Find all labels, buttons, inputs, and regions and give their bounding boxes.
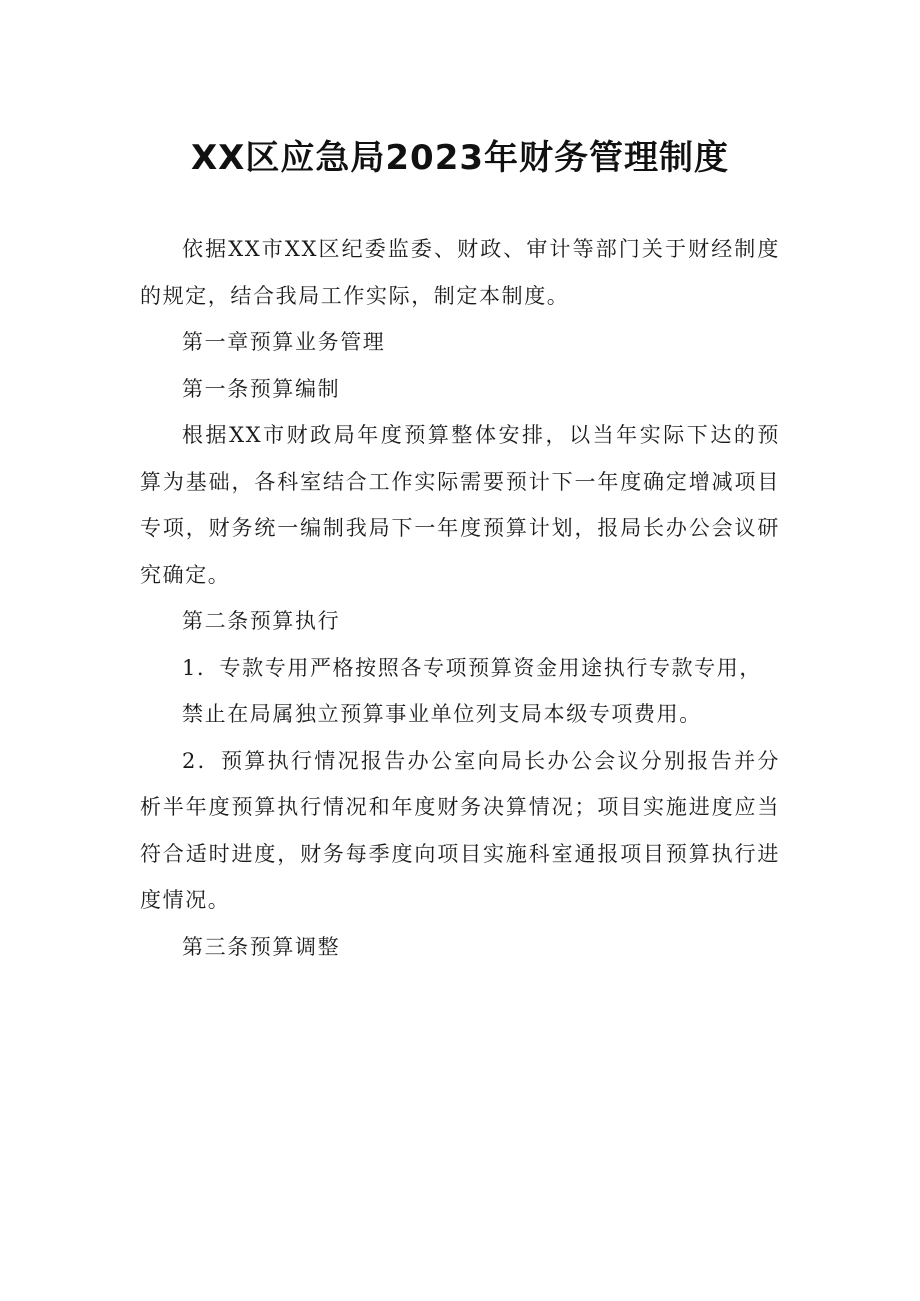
article-heading: 第二条预算执行 [182,609,341,633]
article-heading: 第一条预算编制 [182,376,341,401]
intro-paragraph: 依据XX市XX区纪委监委、财政、审计等部门关于财经制度的规定，结合我局工作实际，制定本制度。 [140,237,780,308]
body-paragraph: 根据XX市财政局年度预算整体安排，以当年实际下达的预算为基础，各科室结合工作实际需要预计下一年度确定增减项目专项，财务统一编制我局下一年度预算计划，报局长办公会议研究确定。 [140,423,780,587]
document-body [140,226,780,970]
list-item: 1．专款专用严格按照各专项预算资金用途执行专款专用， [182,655,762,680]
article-heading: 第三条预算调整 [182,934,341,959]
chapter-heading: 第一章预算业务管理 [182,330,386,354]
list-item: 2．预算执行情况报告办公室向局长办公会议分别报告并分析半年度预算执行情况和年度财务决算情况；项目实施进度应当符合适时进度，财务每季度向项目实施科室通报项目预算执行进度情况。 [140,748,780,912]
document-title: XX区应急局2023年财务管理制度 [190,138,730,178]
list-item-continuation: 禁止在局属独立预算事业单位列支局本级专项费用。 [182,702,702,726]
